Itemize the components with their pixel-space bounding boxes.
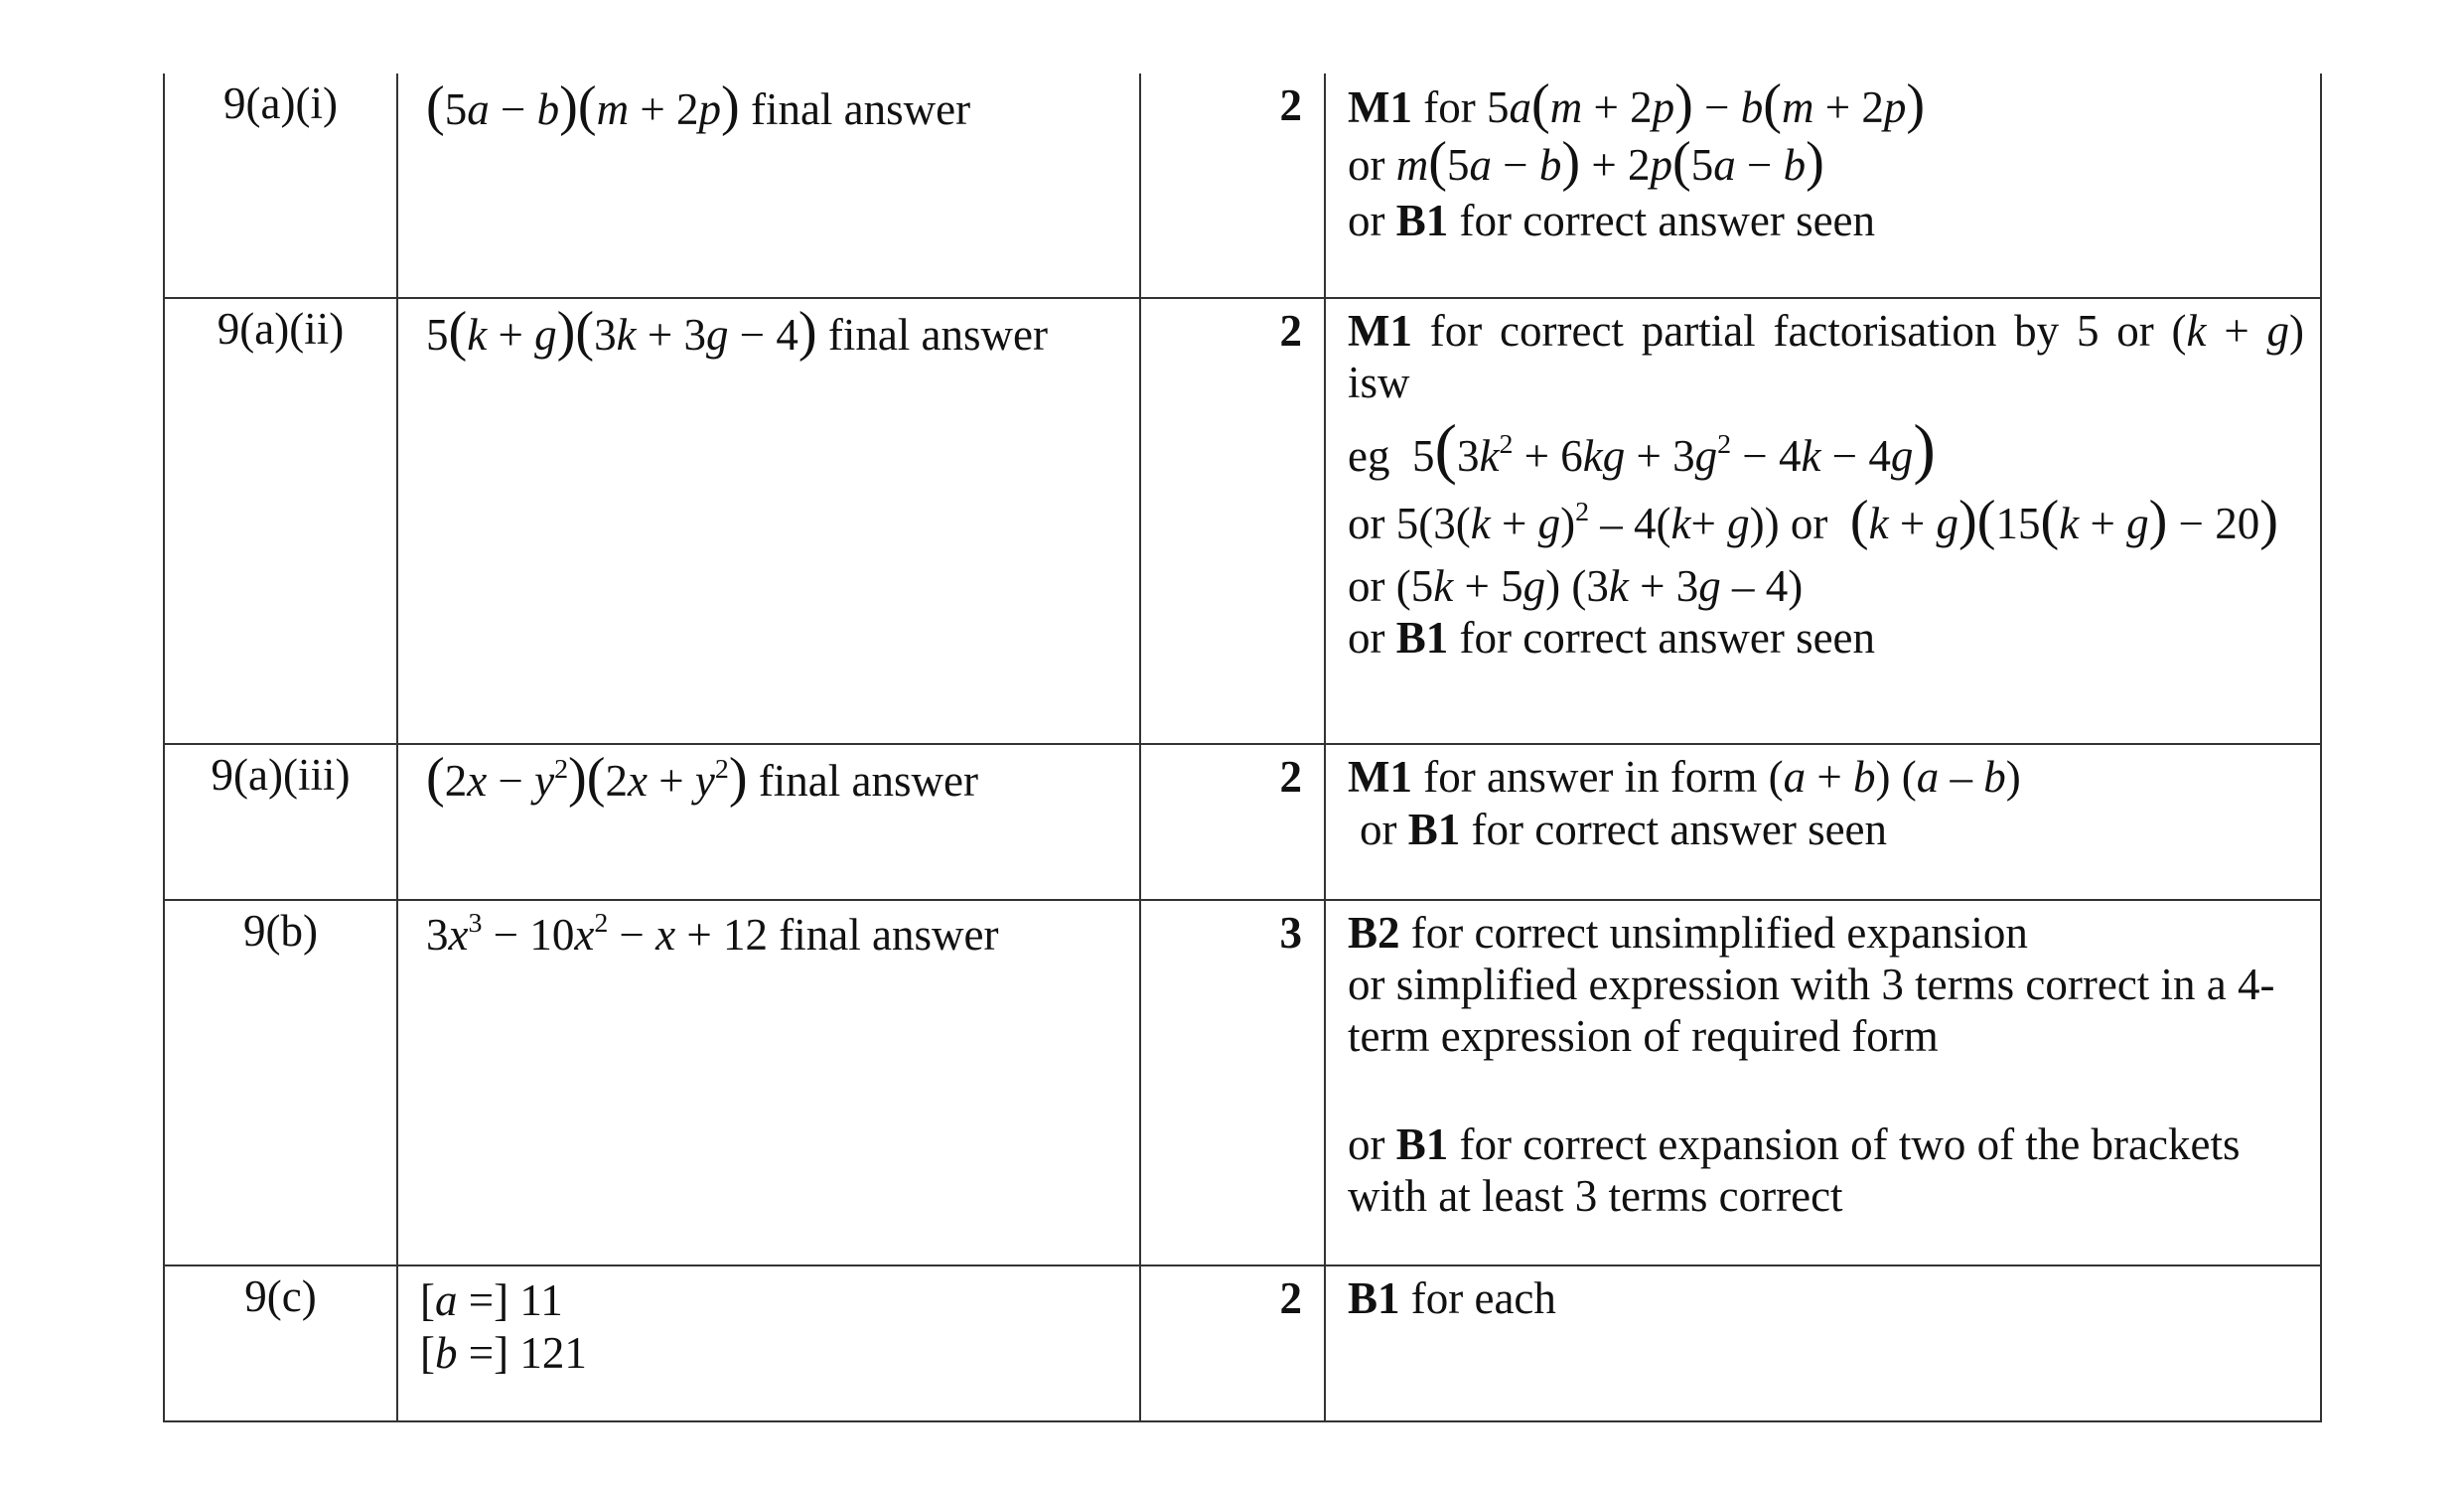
guidance-cell xyxy=(1325,74,2321,298)
table-row xyxy=(164,744,2321,900)
guidance-line: or B1 for correct answer seen xyxy=(1348,612,1876,663)
guidance-line: or $5(3(k + g)^2 - 4(k+ g))$ or (k + g)(15(k + g) − 20) xyxy=(1348,490,2278,552)
table-row xyxy=(164,900,2321,1265)
marks: 2 xyxy=(1140,1265,1325,1421)
answer-math: $(2x - y^2)(2x + y^2)$ xyxy=(426,747,748,810)
table-row xyxy=(164,298,2321,745)
guidance-line: B2 for correct unsimplified expansion xyxy=(1348,908,2028,959)
guidance-line: or B1 for correct answer seen xyxy=(1360,804,1888,854)
answer-cell xyxy=(397,74,1140,298)
guidance-cell xyxy=(1325,744,2321,900)
question-number: 9(c) xyxy=(164,1265,397,1421)
answer-line: [a =] 11 xyxy=(420,1275,563,1326)
answer-suffix: final answer xyxy=(739,84,971,134)
answer-cell xyxy=(397,298,1140,745)
question-number: 9(b) xyxy=(164,900,397,1265)
answer-suffix: final answer xyxy=(768,910,999,961)
guidance-line: or B1 for correct expansion of two of the brackets with at least 3 terms correct xyxy=(1348,1118,2241,1221)
marks: 2 xyxy=(1140,298,1325,745)
table-row xyxy=(164,74,2321,298)
spacer xyxy=(1348,1067,2304,1118)
marks: 2 xyxy=(1140,744,1325,900)
marks: 3 xyxy=(1140,900,1325,1265)
answer-math: $3x^3 - 10x^2 - x + 12$ xyxy=(426,907,769,961)
guidance-line: M1 for answer in form (a + b) (a – b) xyxy=(1348,752,2021,803)
guidance-cell xyxy=(1325,298,2321,745)
answer-cell xyxy=(397,744,1140,900)
table-row xyxy=(164,1265,2321,1421)
guidance-line: or m(5a − b) + 2p(5a − b) xyxy=(1348,131,1824,194)
marks: 2 xyxy=(1140,74,1325,298)
guidance-line: M1 for 5a(m + 2p) − b(m + 2p) xyxy=(1348,74,1926,135)
guidance-line: B1 for each xyxy=(1348,1273,1556,1324)
answer-math: 5(k + g)(3k + 3g − 4) xyxy=(426,300,817,363)
guidance-line: M1 for correct partial factorisation by 5 or (k + g) isw xyxy=(1348,305,2305,408)
answer-line: [b =] 121 xyxy=(420,1327,587,1378)
mark-scheme-table xyxy=(163,74,2322,1422)
guidance-cell xyxy=(1325,1265,2321,1421)
guidance-line: eg $5(3k^2 + 6kg + 3g^2 - 4k - 4g)$ xyxy=(1348,411,1936,487)
guidance-line: or (5k + 5g) (3k + 3g – 4) xyxy=(1348,560,1804,611)
answer-cell xyxy=(397,1265,1140,1421)
guidance-line: or B1 for correct answer seen xyxy=(1348,196,1876,246)
answer-cell xyxy=(397,900,1140,1265)
question-number: 9(a)(i) xyxy=(164,74,397,298)
question-number: 9(a)(ii) xyxy=(164,298,397,745)
answer-suffix: final answer xyxy=(816,309,1048,360)
question-number: 9(a)(iii) xyxy=(164,744,397,900)
answer-suffix: final answer xyxy=(747,756,978,807)
guidance-line: or simplified expression with 3 terms correct in a 4-term expression of required form xyxy=(1348,960,2275,1062)
guidance-cell xyxy=(1325,900,2321,1265)
answer-math: (5a − b)(m + 2p) xyxy=(426,75,740,137)
